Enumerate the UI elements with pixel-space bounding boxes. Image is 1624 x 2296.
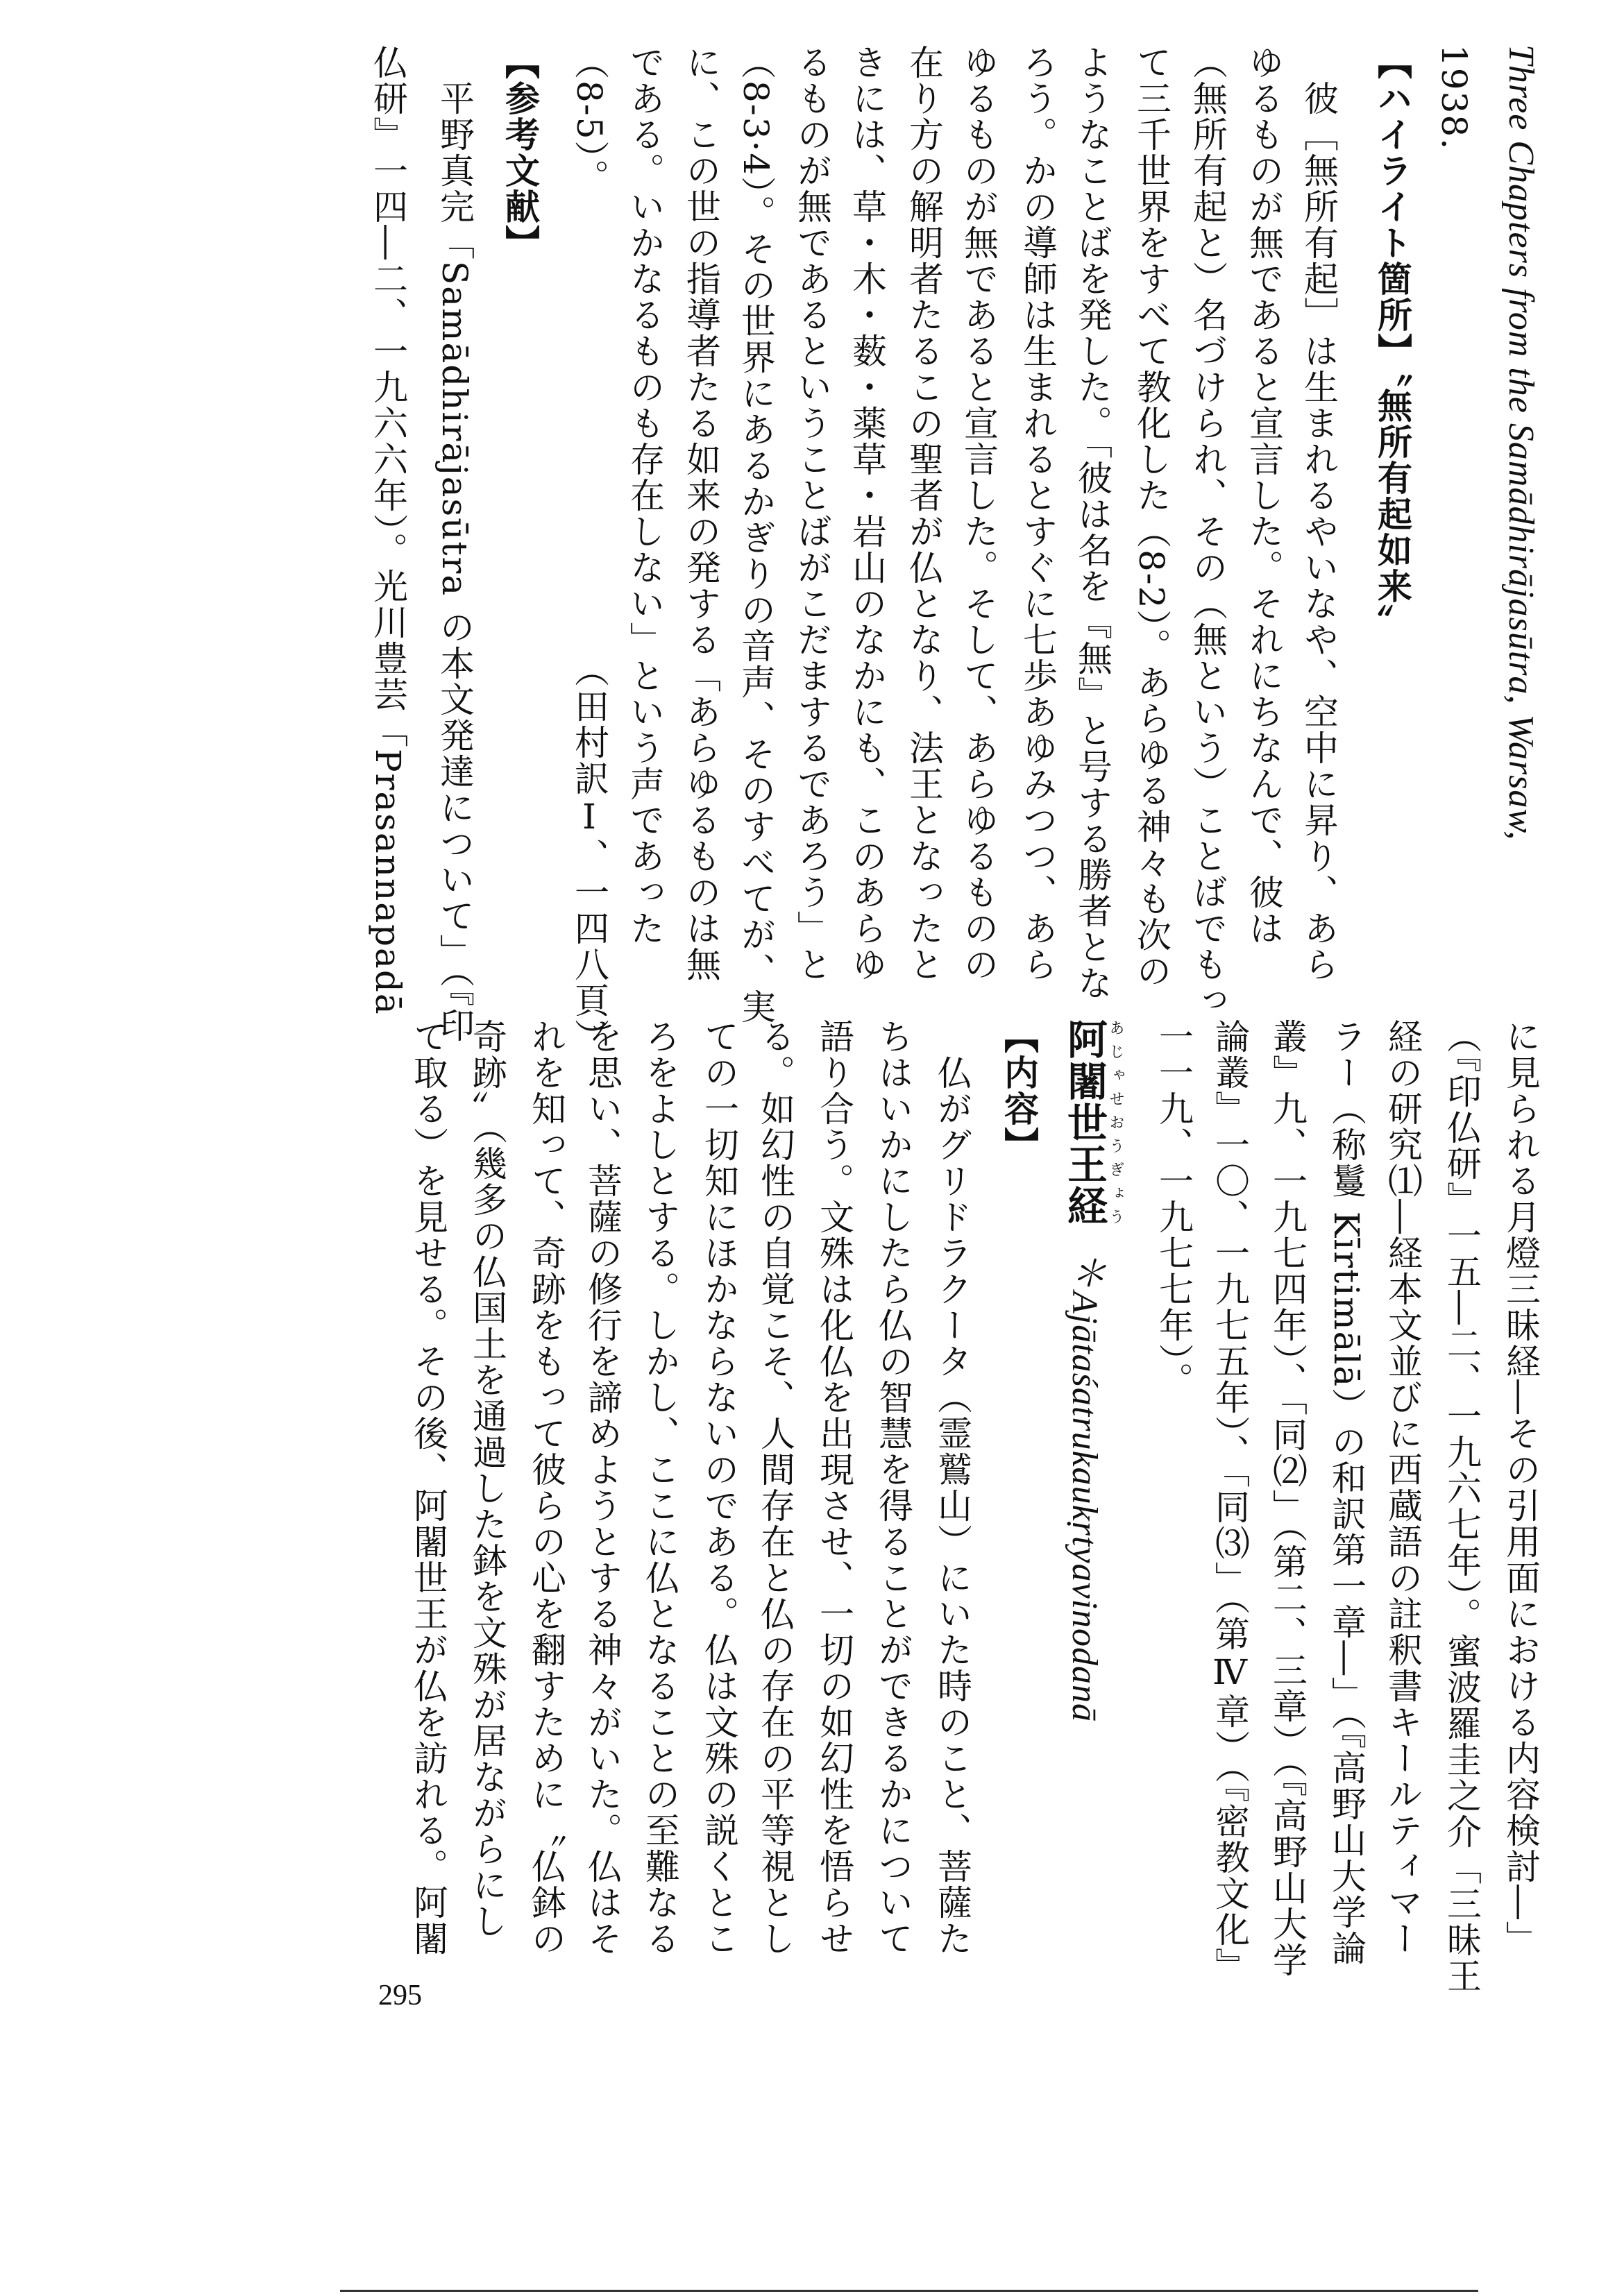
entry-title: 阿闍世王経 [1060,1019,1108,1227]
entry-romanized-title: ＊Ajātaśatrukaukṛtyavinodanā [1065,1255,1104,1723]
upper-column-19: 仏研』一四―二、一九六六年）。光川豊芸「Prasannapadā [368,44,408,1016]
upper-column-16: （8-5）。 [569,44,609,196]
upper-column-15: である。いかなるものも存在しない」という声であった [625,44,665,946]
content-column-7: を思い、菩薩の修行を諦めようとする神々がいた。仏はそ [582,1019,623,1957]
lower-column-2: 経の研究⑴―経本文並びに西蔵語の註釈書キールティマー [1382,1019,1423,1957]
lower-column-0: に見られる月燈三昧経―その引用面における内容検討―」 [1500,1019,1541,1957]
content-column-10: て取る）を見せる。その後、阿闍世王が仏を訪れる。阿闍 [408,1019,448,1957]
bottom-rule [340,2290,1478,2292]
lower-column-6: 一一九、一九七七年）。 [1153,1019,1194,1398]
upper-column-5: （無所有起と）名づけられ、その（無という）ことばでもっ [1187,44,1228,1019]
citation: （田村訳Ⅰ、一四八頁） [569,652,609,1055]
content-column-4: る。如幻性の自覚こそ、人間存在と仏の存在の平等視とし [755,1019,795,1957]
lower-column-4: 叢』九、一九七四年）、「同⑵」（第二、三章）（『高野山大学 [1267,1019,1308,1978]
content-column-2: ちはいかにしたら仏の智慧を得ることができるかについて [873,1019,913,1957]
upper-column-2: 【ハイライト箇所】〝無所有起如来〟 [1372,44,1413,640]
upper-column-10: 在り方の解明者たるこの聖者が仏となり、法王となったと [904,44,944,983]
lower-column-1: （『印仏研』一五―二、一九六七年）。蜜波羅圭之介「三昧王 [1441,1019,1482,1994]
upper-column-6: て三千世界をすべて教化した（8-2）。あらゆる神々も次の [1131,44,1172,989]
upper-column-9: ゆるものが無であると宣言した。そして、あらゆるものの [958,44,999,983]
lower-column-3: ラー（称鬘 Kīrtimālā）の和訳第一章―」（『高野山大学論 [1326,1019,1367,1967]
content-column-9: 奇跡〟（幾多の仏国土を通過した鉢を文殊が居ながらにし [467,1019,507,1939]
upper-column-7: ようなことばを発した。「彼は名を『無』と号する勝者とな [1072,44,1113,1001]
content-column-3: 語り合う。文殊は化仏を出現させ、一切の如幻性を悟らせ [814,1019,854,1957]
content-column-5: ての一切知にほかならないのである。仏は文殊の説くとこ [699,1019,739,1957]
upper-column-3: 彼［無所有起］は生まれるやいなや、空中に昇り、あら [1299,80,1339,983]
content-column-1: 仏がグリドラクータ（霊鷲山）にいた時のこと、菩薩た [932,1055,972,1957]
upper-column-4: ゆるものが無であると宣言した。それにちなんで、彼は [1244,44,1284,946]
upper-column-13: （8-3·4）。その世界にあるかぎりの音声、そのすべてが、実 [736,44,776,1026]
upper-column-0: Three Chapters from the Samādhirājasūtra, Warsaw, [1501,44,1541,841]
page-number: 295 [378,1980,422,2012]
content-column-8: れを知って、奇跡をもって彼らの心を翻すために〝仏鉢の [526,1019,566,1957]
lower-column-5: 論叢』一〇、一九七五年）、「同⑶」（第Ⅳ章）（『密教文化』 [1210,1019,1250,1984]
entry-ruby: あじゃせおうぎょう [1107,1020,1124,1232]
upper-column-8: ろう。かの導師は生まれるとすぐに七歩あゆみつつ、あら [1017,44,1058,983]
upper-column-17: 【参考文献】 [500,44,541,261]
entry-heading [1056,1019,1112,1722]
upper-column-14: に、この世の指導者たる如来の発する「あらゆるものは無 [681,44,721,983]
upper-column-11: きには、草・木・薮・薬草・岩山のなかにも、このあらゆ [847,44,887,983]
content-column-6: ろをよしとする。しかし、ここに仏となることの至難なる [640,1019,680,1957]
upper-column-18: 平野真完「Samādhirājasūtra の本文発達について」（『印 [434,80,475,1044]
upper-column-12: るものが無であるということばがこだまするであろう」と [792,44,832,983]
content-column-0: 【内容】 [999,1019,1040,1163]
upper-column-1: 1938. [1434,44,1474,151]
